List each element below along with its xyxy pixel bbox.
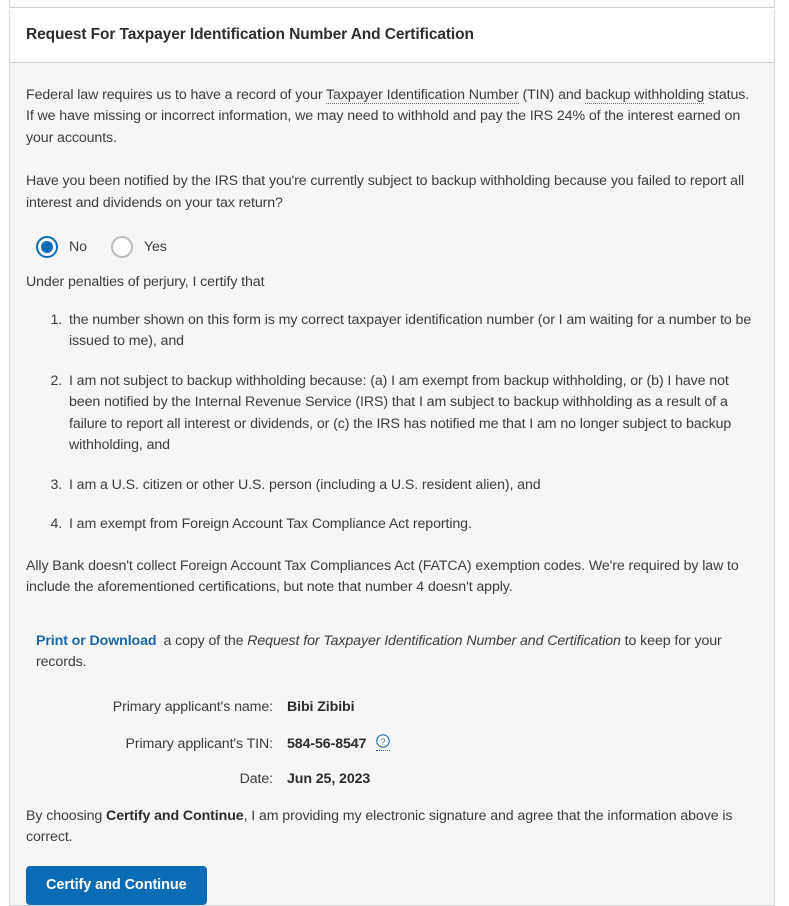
document-title-italic: Request for Taxpayer Identification Number and Certification bbox=[247, 632, 621, 649]
intro-text-part1: Federal law requires us to have a record of your bbox=[26, 86, 327, 103]
value-primary-applicant-tin: 584-56-8547 bbox=[287, 735, 367, 752]
field-row-primary-name bbox=[26, 699, 758, 715]
glossary-term-tin[interactable]: Taxpayer Identification Number bbox=[326, 86, 519, 103]
radio-label-yes: Yes bbox=[143, 239, 167, 256]
print-text-after: to keep for your records. bbox=[36, 632, 722, 670]
previous-card-edge bbox=[9, 0, 775, 8]
tin-certification-card bbox=[9, 10, 775, 906]
help-circle-icon[interactable] bbox=[376, 734, 390, 751]
field-row-primary-tin bbox=[26, 734, 758, 752]
radio-mark-no bbox=[36, 236, 58, 258]
print-or-download-row bbox=[26, 631, 758, 673]
print-or-download-link[interactable]: Print or Download bbox=[36, 632, 157, 649]
signature-text-after: , I am providing my electronic signature and agree that the information above is correct. bbox=[26, 807, 733, 845]
intro-text-part3: status. If we have missing or incorrect information, we may need to withhold and pay the IRS 24% of the interest earned on your accounts. bbox=[26, 86, 750, 146]
value-date: Jun 25, 2023 bbox=[287, 770, 371, 787]
print-text-before: a copy of the bbox=[163, 632, 248, 649]
card-header bbox=[10, 10, 774, 63]
certification-item-3: 3. I am a U.S. citizen or other U.S. person (including a U.S. resident alien), and bbox=[66, 475, 758, 497]
label-primary-applicant-tin: Primary applicant's TIN: bbox=[125, 735, 273, 752]
applicant-fields bbox=[26, 699, 758, 787]
page-title: Request For Taxpayer Identification Number And Certification bbox=[26, 26, 474, 43]
certification-item-4: 4. I am exempt from Foreign Account Tax Compliance Act reporting. bbox=[66, 514, 758, 536]
signature-bold-action: Certify and Continue bbox=[106, 807, 244, 824]
value-primary-applicant-name: Bibi Zibibi bbox=[287, 698, 355, 715]
question-text: Have you been notified by the IRS that you're currently subject to backup withholding because you failed to report all interest and dividends on your tax return? bbox=[26, 173, 745, 211]
certification-lead: Under penalties of perjury, I certify that bbox=[26, 274, 265, 291]
card-body bbox=[10, 63, 774, 905]
glossary-term-backup-withholding[interactable]: backup withholding bbox=[585, 86, 705, 103]
certification-list bbox=[26, 310, 758, 536]
svg-text:?: ? bbox=[381, 735, 386, 746]
signature-text-before: By choosing bbox=[26, 807, 107, 824]
electronic-signature-note bbox=[26, 806, 758, 848]
field-row-date bbox=[26, 771, 758, 787]
label-date: Date: bbox=[239, 770, 273, 787]
radio-option-yes[interactable] bbox=[111, 236, 167, 258]
radio-option-no[interactable] bbox=[36, 236, 87, 258]
fatca-note: Ally Bank doesn't collect Foreign Account Tax Compliances Act (FATCA) exemption codes. We're required by law to include the aforementioned certifications, but note that number 4 doesn't apply. bbox=[26, 557, 739, 596]
radio-dot-yes bbox=[116, 241, 128, 253]
intro-paragraph bbox=[26, 85, 758, 150]
intro-text-part2: (TIN) and bbox=[518, 86, 586, 103]
radio-dot-no bbox=[41, 241, 53, 253]
cta-wrapper bbox=[26, 866, 758, 905]
radio-mark-yes bbox=[111, 236, 133, 258]
radio-label-no: No bbox=[69, 239, 87, 256]
certification-item-2: 2. I am not subject to backup withholding because: (a) I am exempt from backup withholding, or (b) I have not been notified by the Internal Revenue Service (IRS) that I am subject to backup withholding as a result of a failure to report all interest or dividends, or (c) the IRS has notified me that I am no longer subject to backup withholding, and bbox=[66, 371, 758, 457]
backup-withholding-radio-group bbox=[26, 236, 758, 258]
certification-item-1: 1. the number shown on this form is my correct taxpayer identification number (or I am waiting for a number to be issued to me), and bbox=[66, 310, 758, 353]
certify-and-continue-button[interactable]: Certify and Continue bbox=[26, 866, 207, 905]
label-primary-applicant-name: Primary applicant's name: bbox=[112, 698, 273, 715]
